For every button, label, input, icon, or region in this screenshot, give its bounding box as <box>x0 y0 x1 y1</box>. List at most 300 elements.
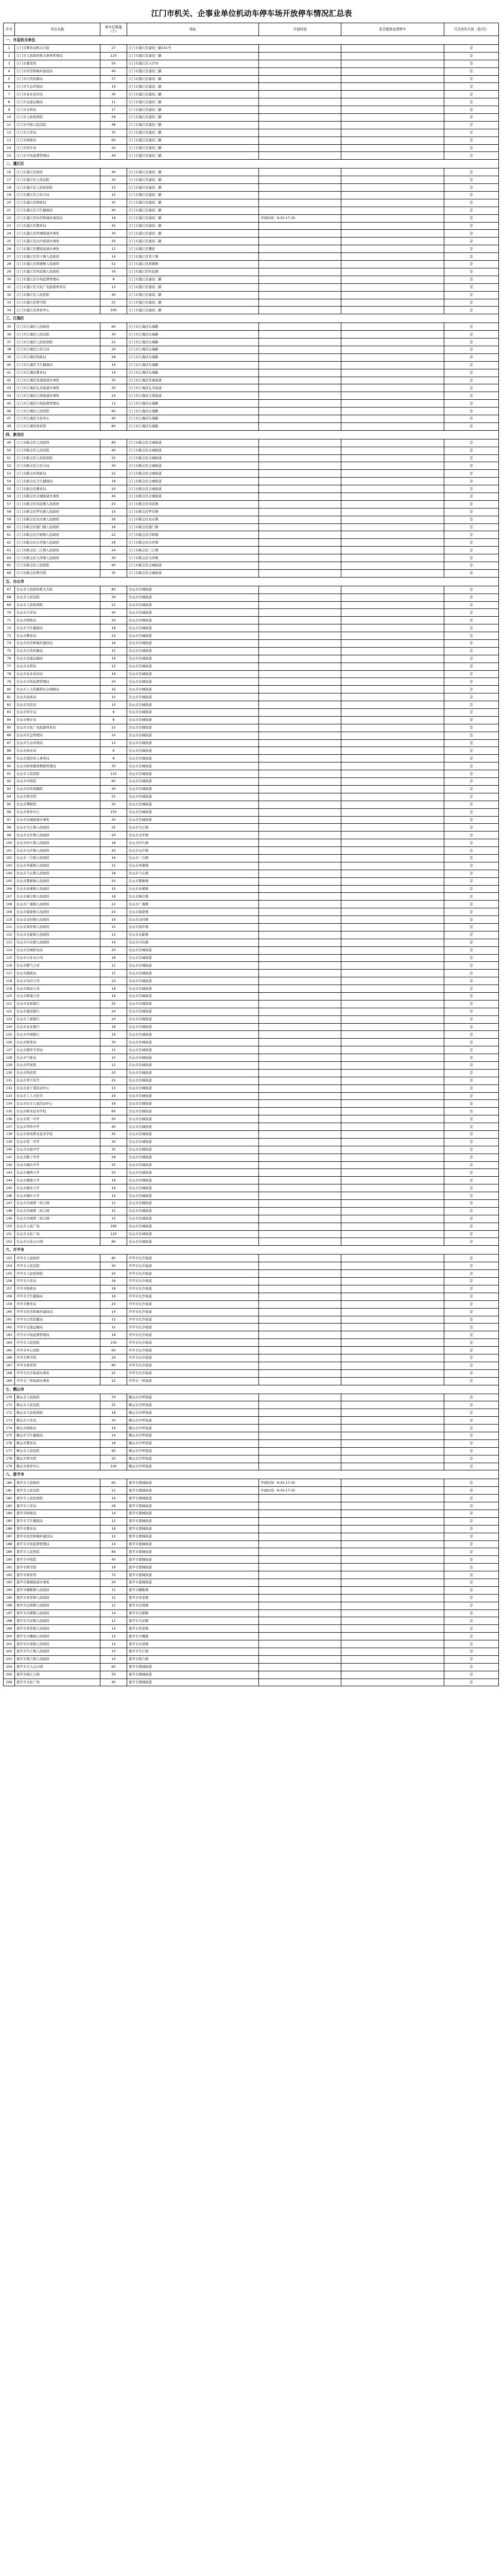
unit-name: 江门市新会区会城街道办事处 <box>15 493 100 500</box>
table-row <box>4 1131 499 1139</box>
unit-name: 台山市烟草专卖局 <box>15 1046 100 1054</box>
row-number: 70 <box>4 609 15 617</box>
row-number: 118 <box>4 977 15 985</box>
table-row <box>4 75 499 83</box>
row-number: 99 <box>4 832 15 839</box>
row-number: 89 <box>4 755 15 762</box>
table-row <box>4 392 499 400</box>
unit-name: 恩平市君堂镇人民政府 <box>15 1625 100 1633</box>
open-to-public: 是 <box>444 923 499 931</box>
open-to-public: 是 <box>444 678 499 686</box>
address: 江门市新会区古井镇 <box>127 539 259 547</box>
open-time <box>259 939 341 946</box>
space-count: 25 <box>100 1161 127 1169</box>
unit-name: 江门市生态环境局 <box>15 83 100 91</box>
unit-name: 江门市江海区体育馆 <box>15 422 100 430</box>
row-number: 170 <box>4 1394 15 1401</box>
table-row <box>4 152 499 160</box>
open-time <box>259 377 341 384</box>
table-row <box>4 655 499 663</box>
free-parking <box>341 693 444 701</box>
free-parking <box>341 408 444 415</box>
unit-name: 台山市农业农村局 <box>15 670 100 678</box>
table-row <box>4 1571 499 1579</box>
open-to-public: 是 <box>444 67 499 75</box>
unit-name: 江门市江海区人民医院 <box>15 408 100 415</box>
open-time <box>259 283 341 291</box>
free-parking <box>341 1092 444 1100</box>
open-time <box>259 554 341 562</box>
unit-name: 恩平市东成镇人民政府 <box>15 1640 100 1648</box>
free-parking <box>341 67 444 75</box>
row-number: 21 <box>4 207 15 214</box>
table-row <box>4 1285 499 1293</box>
address: 台山市台城街道 <box>127 1115 259 1123</box>
space-count: 16 <box>100 854 127 862</box>
row-number: 180 <box>4 1479 15 1487</box>
space-count: 22 <box>100 338 127 346</box>
unit-name: 江门市江海区江南街道办事处 <box>15 392 100 400</box>
unit-name: 台山市城西小学 <box>15 1169 100 1177</box>
unit-name: 江门市江海区财政局 <box>15 353 100 361</box>
open-to-public: 是 <box>444 1579 499 1587</box>
table-row <box>4 1161 499 1169</box>
row-number: 20 <box>4 199 15 207</box>
row-number: 184 <box>4 1510 15 1517</box>
row-number: 138 <box>4 1131 15 1139</box>
address: 江门市江海区东海路 <box>127 369 259 377</box>
unit-name: 台山市审计局 <box>15 709 100 717</box>
open-time <box>259 601 341 609</box>
table-row <box>4 970 499 977</box>
open-to-public: 是 <box>444 854 499 862</box>
row-number: 7 <box>4 91 15 98</box>
open-to-public: 是 <box>444 624 499 632</box>
table-row <box>4 1625 499 1633</box>
address: 江门市蓬江区建设二路 <box>127 276 259 283</box>
open-time <box>259 422 341 430</box>
open-time <box>259 168 341 176</box>
open-to-public: 是 <box>444 91 499 98</box>
row-number: 55 <box>4 485 15 493</box>
address: 鹤山市沙坪街道 <box>127 1425 259 1432</box>
table-row <box>4 801 499 808</box>
address: 台山市水步镇 <box>127 832 259 839</box>
table-row <box>4 640 499 648</box>
open-time <box>259 686 341 693</box>
open-to-public: 是 <box>444 478 499 485</box>
address: 台山市台城街道 <box>127 701 259 709</box>
open-to-public: 是 <box>444 539 499 547</box>
table-row <box>4 268 499 276</box>
free-parking <box>341 1517 444 1525</box>
table-row <box>4 1432 499 1439</box>
address: 台山市台城街道 <box>127 1084 259 1092</box>
free-parking <box>341 1131 444 1139</box>
open-to-public: 是 <box>444 586 499 594</box>
table-row <box>4 230 499 238</box>
table-row <box>4 1039 499 1046</box>
unit-name: 江门市新会区人民医院 <box>15 562 100 570</box>
open-to-public: 是 <box>444 361 499 369</box>
address: 江门市蓬江区建设三路 <box>127 114 259 122</box>
open-time <box>259 1131 341 1139</box>
table-row <box>4 1316 499 1324</box>
row-number: 54 <box>4 478 15 485</box>
free-parking <box>341 885 444 893</box>
open-time <box>259 1200 341 1208</box>
free-parking <box>341 323 444 331</box>
address: 江门市新会区会城街道 <box>127 493 259 500</box>
free-parking <box>341 1409 444 1417</box>
open-to-public: 是 <box>444 45 499 53</box>
address: 鹤山市沙坪街道 <box>127 1447 259 1455</box>
space-count: 30 <box>100 1138 127 1146</box>
space-count: 20 <box>100 1455 127 1463</box>
unit-name: 恩平市圣堂镇人民政府 <box>15 1594 100 1602</box>
table-row <box>4 1525 499 1533</box>
address: 台山市台城街道 <box>127 1223 259 1230</box>
address: 台山市三合镇 <box>127 854 259 862</box>
row-number: 42 <box>4 377 15 384</box>
free-parking <box>341 1571 444 1579</box>
row-number: 78 <box>4 670 15 678</box>
open-to-public: 是 <box>444 594 499 601</box>
open-to-public: 是 <box>444 1517 499 1525</box>
open-to-public: 是 <box>444 1262 499 1270</box>
space-count: 18 <box>100 1439 127 1447</box>
table-row <box>4 1046 499 1054</box>
open-time <box>259 478 341 485</box>
unit-name: 江门市审计局 <box>15 144 100 152</box>
address: 台山市深井镇 <box>127 923 259 931</box>
table-row <box>4 939 499 946</box>
free-parking <box>341 176 444 184</box>
open-time <box>259 1339 341 1347</box>
open-to-public: 是 <box>444 847 499 855</box>
table-row <box>4 1324 499 1331</box>
row-number: 35 <box>4 323 15 331</box>
space-count: 14 <box>100 1609 127 1617</box>
open-to-public: 是 <box>444 716 499 724</box>
unit-name: 台山市税务局 <box>15 1039 100 1046</box>
column-header: 可否对外开放（是/否） <box>444 23 499 36</box>
unit-name: 江门市新会区罗坑镇人民政府 <box>15 508 100 516</box>
open-to-public: 是 <box>444 1564 499 1571</box>
space-count: 28 <box>100 1502 127 1510</box>
row-number: 40 <box>4 361 15 369</box>
row-number: 14 <box>4 144 15 152</box>
row-number: 129 <box>4 1062 15 1070</box>
unit-name: 台山市城东小学 <box>15 1192 100 1200</box>
unit-name: 台山市民政局 <box>15 693 100 701</box>
row-number: 43 <box>4 384 15 392</box>
open-to-public: 是 <box>444 222 499 230</box>
open-time <box>259 970 341 977</box>
open-to-public: 是 <box>444 1077 499 1084</box>
open-to-public: 是 <box>444 901 499 908</box>
table-row <box>4 693 499 701</box>
address: 台山市台城街道 <box>127 1230 259 1238</box>
address: 江门市蓬江区建设三路 <box>127 98 259 106</box>
table-row <box>4 245 499 253</box>
open-to-public: 是 <box>444 1131 499 1139</box>
row-number: 46 <box>4 408 15 415</box>
unit-name: 台山市电信公司 <box>15 977 100 985</box>
table-row <box>4 701 499 709</box>
open-to-public: 是 <box>444 454 499 462</box>
address: 台山市台城街道 <box>127 977 259 985</box>
table-row <box>4 547 499 554</box>
unit-name: 台山市人民检察院 <box>15 601 100 609</box>
table-row <box>4 1369 499 1377</box>
row-number: 176 <box>4 1439 15 1447</box>
unit-name: 恩平市人民医院 <box>15 1548 100 1556</box>
open-time <box>259 716 341 724</box>
unit-name: 台山市移动公司 <box>15 985 100 993</box>
open-time <box>259 1609 341 1617</box>
space-count: 20 <box>100 832 127 839</box>
free-parking <box>341 908 444 916</box>
open-time <box>259 207 341 214</box>
open-time <box>259 1161 341 1169</box>
address: 开平市长沙街道 <box>127 1316 259 1324</box>
unit-name: 江门市新会区人民检察院 <box>15 454 100 462</box>
space-count: 80 <box>100 1255 127 1262</box>
row-number: 144 <box>4 1177 15 1184</box>
address: 恩平市恩城街道 <box>127 1540 259 1548</box>
table-row <box>4 98 499 106</box>
unit-name: 江门市农业农村局 <box>15 91 100 98</box>
unit-name: 江门市新会区人民法院 <box>15 447 100 454</box>
address: 台山市台城街道 <box>127 816 259 824</box>
row-number: 122 <box>4 1008 15 1015</box>
table-row <box>4 1031 499 1039</box>
address: 恩平市恩城街道 <box>127 1548 259 1556</box>
space-count: 12 <box>100 1617 127 1625</box>
unit-name: 江门市蓬江区图书馆 <box>15 299 100 307</box>
open-time <box>259 832 341 839</box>
unit-name: 江门市新会区财政局 <box>15 470 100 478</box>
open-time <box>259 877 341 885</box>
row-number: 145 <box>4 1184 15 1192</box>
address: 江门市新会区罗坑镇 <box>127 508 259 516</box>
unit-name: 台山市自来水公司 <box>15 954 100 962</box>
space-count: 20 <box>100 977 127 985</box>
space-count: 120 <box>100 1230 127 1238</box>
address: 江门市蓬江区建设二路 <box>127 222 259 230</box>
section-title: 三、江海区 <box>4 314 499 323</box>
open-time <box>259 144 341 152</box>
row-number: 44 <box>4 392 15 400</box>
open-to-public: 是 <box>444 1039 499 1046</box>
row-number: 162 <box>4 1324 15 1331</box>
table-row <box>4 1339 499 1347</box>
open-to-public: 是 <box>444 655 499 663</box>
unit-name: 江门市交通运输局 <box>15 98 100 106</box>
free-parking <box>341 422 444 430</box>
address: 台山市台城街道 <box>127 1238 259 1246</box>
row-number: 146 <box>4 1192 15 1200</box>
row-number: 9 <box>4 106 15 114</box>
space-count: 14 <box>100 253 127 261</box>
address: 江门市蓬江区建设三路151号 <box>127 45 259 53</box>
open-time <box>259 516 341 523</box>
row-number: 136 <box>4 1115 15 1123</box>
open-time <box>259 1293 341 1300</box>
open-to-public: 是 <box>444 1495 499 1502</box>
address: 开平市长沙街道 <box>127 1255 259 1262</box>
row-number: 114 <box>4 946 15 954</box>
open-to-public: 是 <box>444 1602 499 1609</box>
free-parking <box>341 338 444 346</box>
open-to-public: 是 <box>444 1278 499 1285</box>
open-to-public: 是 <box>444 609 499 617</box>
unit-name: 江门市江海区外海街道办事处 <box>15 377 100 384</box>
table-row <box>4 1517 499 1525</box>
address: 台山市台城街道 <box>127 716 259 724</box>
unit-name: 鹤山市卫生健康局 <box>15 1432 100 1439</box>
table-row <box>4 478 499 485</box>
row-number: 93 <box>4 785 15 793</box>
table-row <box>4 1177 499 1184</box>
address: 恩平市恩城街道 <box>127 1679 259 1686</box>
unit-name: 开平市人民法院 <box>15 1262 100 1270</box>
open-to-public: 是 <box>444 1316 499 1324</box>
table-row <box>4 839 499 847</box>
section-title: 五、台山市 <box>4 577 499 586</box>
space-count: 25 <box>100 1369 127 1377</box>
unit-name: 台山市三合镇人民政府 <box>15 854 100 862</box>
address: 江门市蓬江区建设二路 <box>127 230 259 238</box>
section-title: 八、恩平市 <box>4 1470 499 1479</box>
unit-name: 台山市第一中学 <box>15 1115 100 1123</box>
unit-name: 恩平市良西镇人民政府 <box>15 1602 100 1609</box>
table-row <box>4 716 499 724</box>
section-title: 二、蓬江区 <box>4 160 499 168</box>
open-to-public: 是 <box>444 516 499 523</box>
free-parking <box>341 276 444 283</box>
address: 江门市蓬江区建设二路 <box>127 192 259 199</box>
unit-name: 开平市人民医院 <box>15 1339 100 1347</box>
open-time <box>259 1138 341 1146</box>
row-number: 202 <box>4 1648 15 1656</box>
free-parking <box>341 1655 444 1663</box>
space-count: 12 <box>100 931 127 939</box>
space-count: 40 <box>100 447 127 454</box>
space-count: 15 <box>100 1192 127 1200</box>
open-to-public: 是 <box>444 238 499 245</box>
space-count: 15 <box>100 647 127 655</box>
row-number: 121 <box>4 1000 15 1008</box>
open-time <box>259 1594 341 1602</box>
open-to-public: 是 <box>444 523 499 531</box>
free-parking <box>341 640 444 648</box>
unit-name: 开平市人民检察院 <box>15 1270 100 1278</box>
address: 开平市长沙街道 <box>127 1270 259 1278</box>
address: 恩平市横陂镇 <box>127 1586 259 1594</box>
unit-name: 江门市江海区公安分局 <box>15 346 100 353</box>
table-row <box>4 83 499 91</box>
space-count: 12 <box>100 1640 127 1648</box>
address: 台山市台城街道 <box>127 1146 259 1154</box>
open-to-public: 是 <box>444 640 499 648</box>
unit-name: 台山市人民法院 <box>15 594 100 601</box>
address: 台山市台城街道 <box>127 1054 259 1062</box>
space-count: 16 <box>100 1525 127 1533</box>
free-parking <box>341 1161 444 1169</box>
free-parking <box>341 808 444 816</box>
open-to-public: 是 <box>444 1023 499 1031</box>
table-row <box>4 67 499 75</box>
free-parking <box>341 129 444 137</box>
table-row <box>4 192 499 199</box>
open-to-public: 是 <box>444 1533 499 1540</box>
space-count: 20 <box>100 346 127 353</box>
open-time <box>259 192 341 199</box>
open-to-public: 是 <box>444 1146 499 1154</box>
table-row <box>4 516 499 523</box>
row-number: 49 <box>4 439 15 447</box>
free-parking <box>341 1564 444 1571</box>
open-to-public: 是 <box>444 1169 499 1177</box>
row-number: 39 <box>4 353 15 361</box>
open-time <box>259 1262 341 1270</box>
table-row <box>4 594 499 601</box>
free-parking <box>341 307 444 314</box>
table-row <box>4 454 499 462</box>
open-to-public: 是 <box>444 601 499 609</box>
unit-name: 台山市燃气公司 <box>15 962 100 970</box>
unit-name: 开平市三埠街道办事处 <box>15 1377 100 1385</box>
free-parking <box>341 1579 444 1587</box>
open-time <box>259 901 341 908</box>
open-time <box>259 1394 341 1401</box>
address: 江门市蓬江区建设三路 <box>127 91 259 98</box>
table-row <box>4 1123 499 1131</box>
unit-name: 恩平市中医院 <box>15 1556 100 1564</box>
unit-name: 江门市新会区教育局 <box>15 485 100 493</box>
open-to-public: 是 <box>444 1008 499 1015</box>
unit-name: 开平市市场监督管理局 <box>15 1331 100 1339</box>
table-row <box>4 1640 499 1648</box>
free-parking <box>341 569 444 577</box>
open-to-public: 是 <box>444 893 499 901</box>
table-row <box>4 1409 499 1417</box>
space-count: 10 <box>100 1054 127 1062</box>
free-parking <box>341 1369 444 1377</box>
table-row <box>4 531 499 539</box>
space-count: 80 <box>100 586 127 594</box>
free-parking <box>341 1069 444 1077</box>
table-row <box>4 1223 499 1230</box>
free-parking <box>341 1100 444 1108</box>
space-count: 10 <box>100 1655 127 1663</box>
unit-name: 江门市新会区图书馆 <box>15 569 100 577</box>
free-parking <box>341 144 444 152</box>
free-parking <box>341 60 444 67</box>
address: 江门市新会区会城街道 <box>127 439 259 447</box>
table-row <box>4 1455 499 1463</box>
address: 开平市三埠街道 <box>127 1377 259 1385</box>
unit-name: 江门市蓬江区体育中心 <box>15 307 100 314</box>
unit-name: 恩平市体育馆 <box>15 1571 100 1579</box>
address: 恩平市那吉镇 <box>127 1655 259 1663</box>
unit-name: 恩平市牛江镇人民政府 <box>15 1648 100 1656</box>
free-parking <box>341 1417 444 1425</box>
unit-name: 台山市大江镇人民政府 <box>15 824 100 832</box>
open-time <box>259 439 341 447</box>
